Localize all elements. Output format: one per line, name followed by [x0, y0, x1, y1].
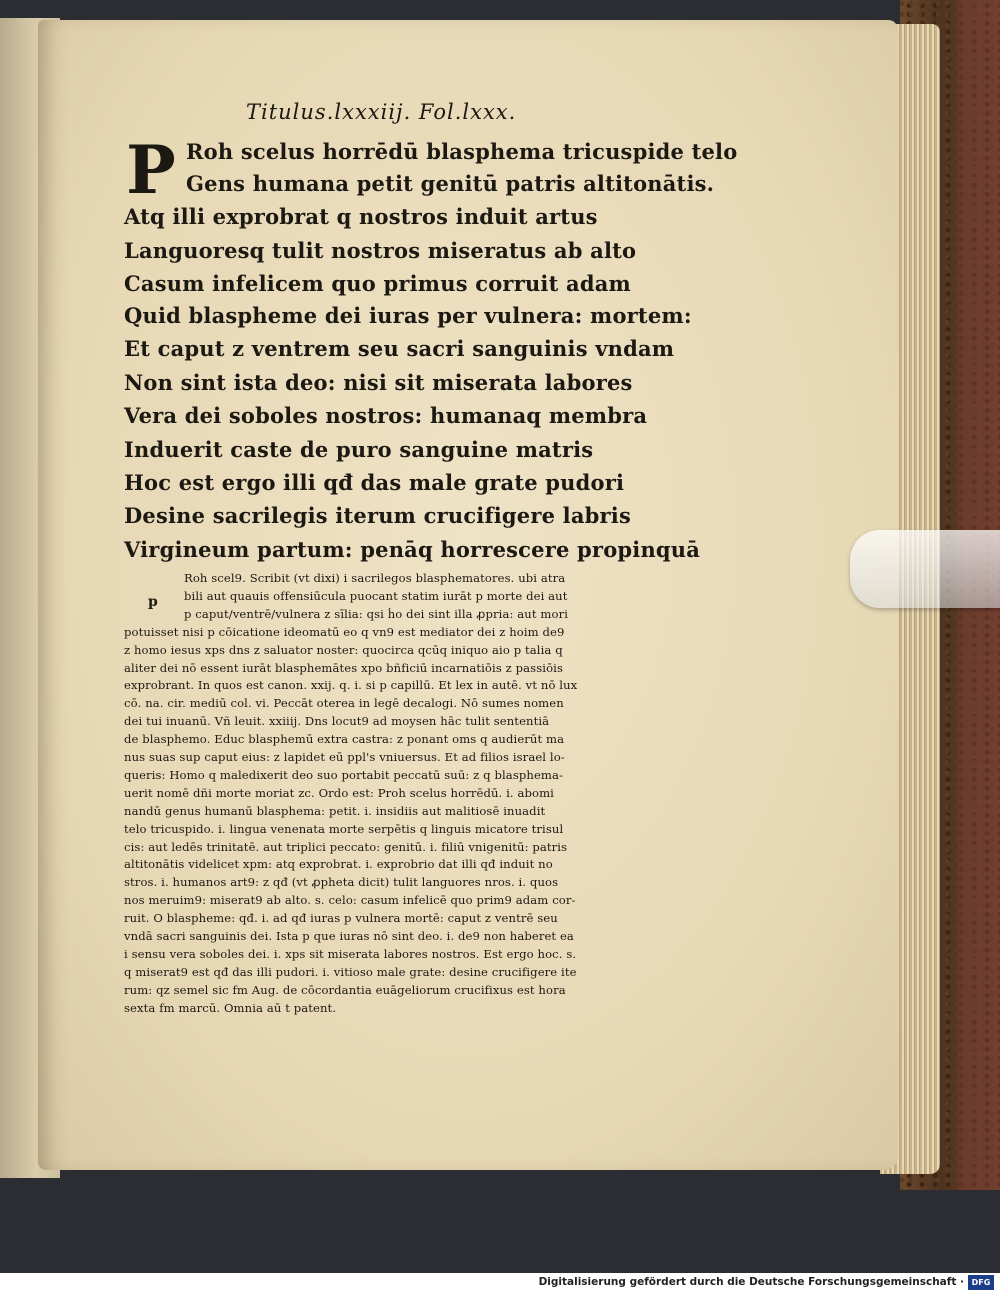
commentary-line: q miserat9 est qđ das illi pudori. i. vitioso male grate: desine crucifigere ite	[124, 964, 577, 979]
commentary-line: sexta fm marcū. Omnia aū t patent.	[124, 1000, 337, 1015]
verse-line: Et caput z ventrem seu sacri sanguinis vndam	[124, 336, 675, 361]
verse-line: Languoresq tulit nostros miseratus ab alto	[124, 238, 637, 263]
commentary-initial: p	[148, 594, 158, 610]
decorated-initial: P	[126, 131, 176, 209]
commentary-line: Roh scel9. Scribit (vt dixi) i sacrilegos blasphematores. ubi atra	[184, 571, 566, 585]
verse-line: Virgineum partum: penāq horrescere propinquā	[124, 537, 701, 562]
verse-line: Vera dei soboles nostros: humanaq membra	[124, 403, 648, 428]
footer-bar	[0, 1273, 1000, 1293]
dfg-logo: DFG	[968, 1275, 994, 1290]
verse-line: Quid blaspheme dei iuras per vulnera: mortem:	[124, 303, 692, 328]
commentary-line: altitonātis videlicet xpm: atq exprobrat. i. exprobrio dat illi qđ induit no	[124, 857, 553, 872]
verse-line: Gens humana petit genitū patris altitonātis.	[186, 171, 715, 196]
commentary-line: aliter dei nō essent iurāt blasphemātes xpo bñficiū incarnatiōis z passiōis	[124, 660, 564, 675]
folio-header: Titulus.lxxxiij. Fol.lxxx.	[246, 100, 517, 124]
verse-line: Atq illi exprobrat q nostros induit artus	[124, 204, 598, 229]
commentary-line: uerit nomē dñi morte moriat zc. Ordo est: Proh scelus horrēdū. i. abomi	[124, 785, 554, 800]
verse-line: Induerit caste de puro sanguine matris	[124, 437, 594, 462]
commentary-line: exprobrant. In quos est canon. xxij. q. i. si p capillū. Et lex in autē. vt nō lux	[124, 678, 578, 693]
commentary-line: de blasphemo. Educ blasphemū extra castra: z ponant oms q audierūt ma	[124, 732, 565, 747]
commentary-line: queris: Homo q maledixerit deo suo portabit peccatū suū: z q blasphema-	[124, 767, 564, 782]
verse-line: Hoc est ergo illi qđ das male grate pudori	[124, 470, 625, 495]
commentary-line: cō. na. cir. mediū col. vi. Peccāt oterea in legē decalogi. Nō sumes nomen	[124, 696, 564, 711]
commentary-line: p caput/ventrē/vulnera z sīlia: qsi ḣo dei sint illa ꝓpria: aut mori	[184, 606, 569, 621]
commentary-line: stros. i. humanos art9: z qđ (vt ꝓpheta dicit) tulit languores nros. i. quos	[124, 875, 559, 890]
verse-line: Non sint ista deo: nisi sit miserata labores	[124, 370, 633, 395]
verse-line: Casum infelicem quo primus corruit adam	[124, 271, 631, 296]
commentary-line: rum: qz semel sic fm Aug. de cōcordantia euāgeliorum crucifixus est hora	[124, 982, 566, 997]
commentary-line: ruit. O blaspheme: qđ. i. ad qđ iuras p vulnera mortē: caput z ventrē seu	[124, 911, 558, 926]
commentary-line: vndā sacri sanguinis dei. Ista p que iuras nō sint deo. i. de9 non haberet ea	[124, 929, 574, 943]
verse-line: Desine sacrilegis iterum crucifigere labris	[124, 503, 632, 528]
commentary-line: potuisset nisi p cōicatione ideomatū eo q vn9 est mediator dei z hoim de9	[124, 624, 565, 639]
commentary-line: dei tui inuanū. Vñ leuit. xxiiij. Dns locut9 ad moysen hāc tulit sententiā	[124, 714, 550, 729]
funding-credit: Digitalisierung gefördert durch die Deutsche Forschungsgemeinschaft ·	[538, 1276, 964, 1288]
commentary-line: i sensu vera soboles dei. i. xps sit miserata labores nostros. Est ergo hoc. s.	[124, 946, 577, 961]
commentary-line: bili aut quauis offensiūcula puocant statim iurāt p morte dei aut	[184, 588, 568, 603]
bookmark-strip	[850, 530, 1000, 608]
commentary-line: nos meruim9: miserat9 ab alto. s. celo: casum infelicē quo prim9 adam cor-	[124, 893, 576, 908]
commentary-line: z homo iesus xps dns z saluator noster: quocirca qcūq iniquo aio p talia q	[124, 642, 563, 657]
verse-line: Roh scelus horrēdū blasphema tricuspide telo	[186, 139, 738, 164]
commentary-line: telo tricuspido. i. lingua venenata morte serpētis q linguis micatore trisul	[124, 821, 564, 836]
commentary-line: cis: aut ledēs trinitatē. aut triplici peccato: genitū. i. filiū vnigenitū: patris	[124, 839, 568, 854]
commentary-line: nus suas sup caput eius: z lapidet eū ppl's vniuersus. Et ad filios israel lo-	[124, 750, 565, 764]
commentary-line: nandū genus humanū blasphema: petit. i. insidiis aut malitiosē inuadit	[124, 803, 546, 818]
